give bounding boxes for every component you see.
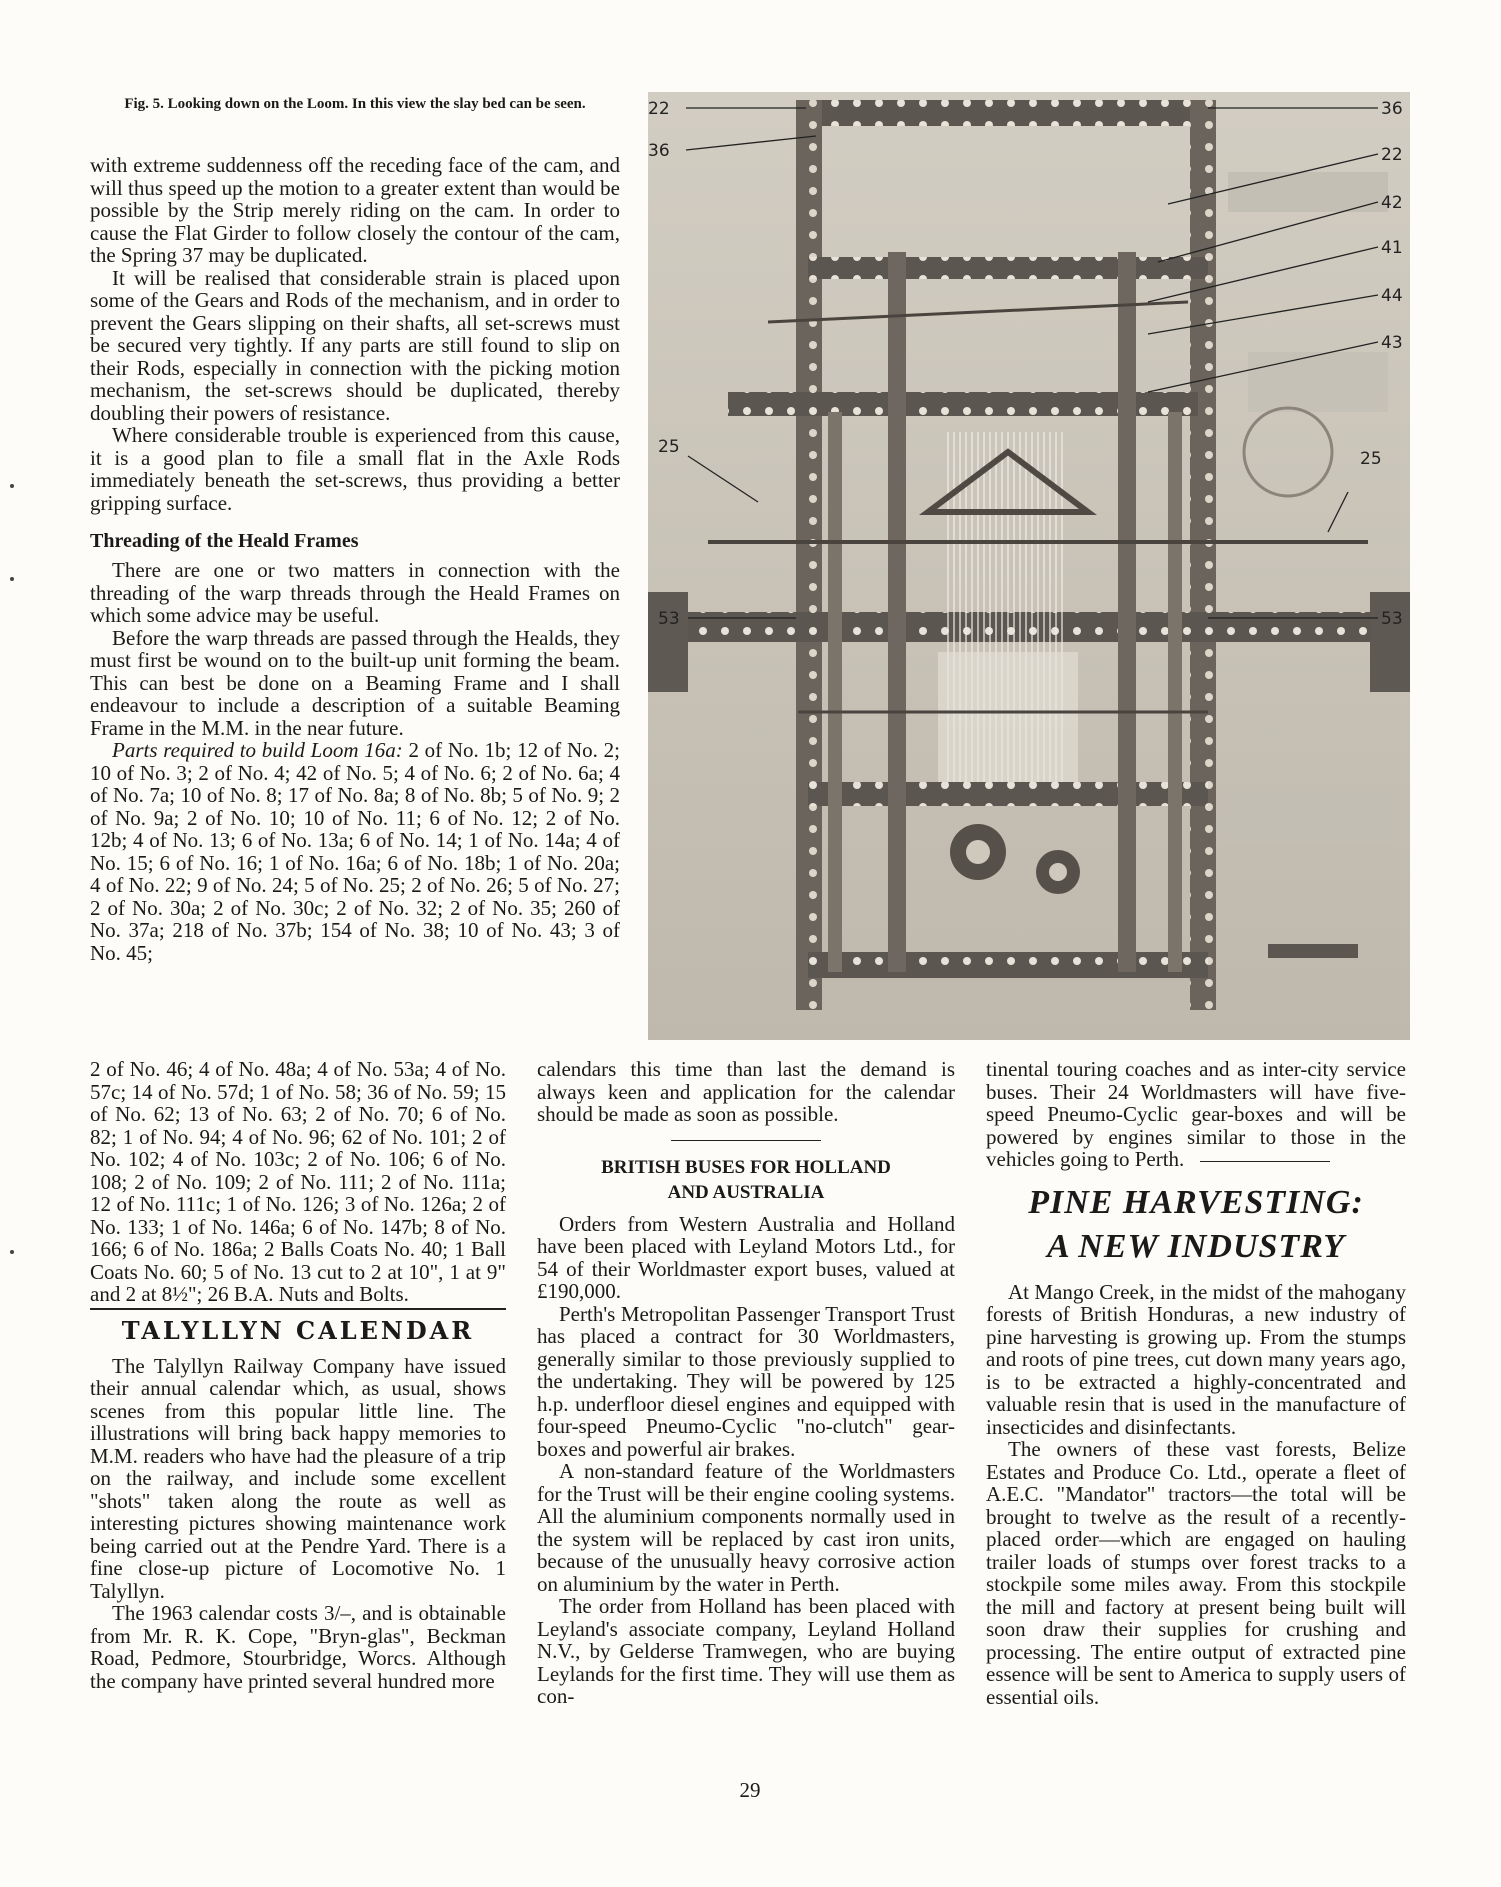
article-paragraph: The order from Holland has been placed with Leyland's associate company, Leyland Holland N.V., by Gelderse Tramwegen, who are buying Leylands for the first time. They will use them as con- xyxy=(537,1594,955,1708)
pine-heading xyxy=(986,1181,1406,1269)
margin-mark xyxy=(10,1250,14,1254)
article-paragraph: There are one or two matters in connection with the threading of the warp threads through the Heald Frames on which some advice may be useful. xyxy=(90,558,620,627)
pine-heading-line: PINE HARVESTING: xyxy=(1028,1183,1364,1221)
article-paragraph: Before the warp threads are passed through the Healds, they must first be wound on to the built-up unit forming the beam. This can best be done on a Beaming Frame and I shall endeavour to include a description of a suitable Beaming Frame in the M.M. in the near future. xyxy=(90,625,620,740)
parts-list xyxy=(90,739,620,964)
figure-label: 41 xyxy=(1381,238,1403,258)
left-column-lower xyxy=(90,1058,506,1692)
buses-heading-line: BRITISH BUSES FOR HOLLAND xyxy=(601,1156,891,1178)
article-paragraph: Orders from Western Australia and Holland have been placed with Leyland Motors Ltd., for 54 of their Worldmaster export buses, valued at £190,000. xyxy=(537,1211,955,1303)
article-paragraph: with extreme suddenness off the receding face of the cam, and will thus speed up the motion to a greater extent than would be possible by the Strip merely riding on the cam. In order to cause the Flat Girder to follow closely the contour of the cam, the Spring 37 may be duplicated. xyxy=(90,153,620,267)
figure-label: 22 xyxy=(648,99,670,119)
article-paragraph-text: tinental touring coaches and as inter-city service buses. Their 24 Worldmasters will have five-speed Pneumo-Cyclic gear-boxes and will be powered by engines similar to those in the vehicles going to Perth. xyxy=(986,1057,1406,1171)
figure-label: 42 xyxy=(1381,193,1403,213)
section-subheading: Threading of the Heald Frames xyxy=(90,530,359,552)
article-paragraph: The owners of these vast forests, Belize Estates and Produce Co. Ltd., operate a fleet of A.E.C. "Mandator" tractors—the total will be brought to twelve as the result of a recently-placed order—which are engaged on hauling trailer loads of stumps over forest tracks to a stockpile some miles away. From this stockpile the mill and factory at present being built will soon draw their supplies for crushing and processing. The entire output of extracted pine essence will be sent to America to supply users of essential oils. xyxy=(986,1437,1406,1709)
figure-caption: Fig. 5. Looking down on the Loom. In this view the slay bed can be seen. xyxy=(124,96,586,112)
loom-photograph xyxy=(648,92,1410,1040)
figure-label: 53 xyxy=(658,609,680,629)
pine-heading-line: A NEW INDUSTRY xyxy=(1046,1227,1346,1265)
figure-label: 53 xyxy=(1381,609,1403,629)
loom-photo-illustration xyxy=(648,92,1410,1040)
loom-article-upper xyxy=(90,154,620,964)
talyllyn-heading: TALYLLYN CALENDAR xyxy=(121,1315,475,1345)
article-paragraph: At Mango Creek, in the midst of the mahogany forests of British Honduras, a new industry of pine harvesting is growing up. From the stumps and roots of pine trees, cut down many years ago, is to be extracted a highly-concentrated and valuable resin that is used in the manufacture of insecticides and disinfectants. xyxy=(986,1279,1406,1439)
article-paragraph: calendars this time than last the demand is always keen and application for the calendar should be made as soon as possible. xyxy=(537,1057,955,1126)
right-column xyxy=(986,1058,1406,1708)
section-divider xyxy=(1200,1161,1330,1162)
section-divider xyxy=(671,1140,821,1141)
section-divider xyxy=(90,1308,506,1310)
article-paragraph xyxy=(986,1058,1406,1171)
page-number: 29 xyxy=(739,1778,761,1802)
figure-label: 36 xyxy=(648,141,670,161)
figure-label: 25 xyxy=(1360,449,1382,469)
article-paragraph: Perth's Metropolitan Passenger Transport Trust has placed a contract for 30 Worldmasters, generally similar to those previously supplied to the undertaking. They will be powered by 125 h.p. underfloor diesel engines and equipped with four-speed Pneumo-Cyclic "no-clutch" gear-boxes and powerful air brakes. xyxy=(537,1301,955,1461)
figure-label: 43 xyxy=(1381,333,1403,353)
figure-label: 44 xyxy=(1381,286,1403,306)
parts-label: Parts required to build Loom 16a: xyxy=(112,738,403,762)
figure-label: 25 xyxy=(658,437,680,457)
article-paragraph: A non-standard feature of the Worldmasters for the Trust will be their engine cooling systems. All the aluminium components normally used in the system will be replaced by cast iron units, because of the unusually heavy corrosive action on aluminium by the water in Perth. xyxy=(537,1459,955,1596)
article-paragraph: The Talyllyn Railway Company have issued their annual calendar which, as usual, shows scenes from this popular little line. The illustrations will bring back happy memories to M.M. readers who have had the pleasure of a trip on the railway, and include some excellent "shots" taken along the route as well as interesting pictures showing maintenance work being carried out at the Pendre Yard. There is a fine close-up picture of Locomotive No. 1 Talyllyn. xyxy=(90,1353,506,1603)
article-paragraph: The 1963 calendar costs 3/–, and is obtainable from Mr. R. K. Cope, "Bryn-glas", Beckman Road, Pedmore, Stourbridge, Worcs. Although the company have printed several hundred more xyxy=(90,1601,506,1693)
margin-mark xyxy=(10,577,14,581)
middle-column xyxy=(537,1058,955,1708)
article-paragraph: Where considerable trouble is experienced from this cause, it is a good plan to file a small flat in the Axle Rods immediately beneath the set-screws, thus providing a better gripping surface. xyxy=(90,423,620,515)
figure-label: 36 xyxy=(1381,99,1403,119)
parts-list-text: 2 of No. 1b; 12 of No. 2; 10 of No. 3; 2 of No. 4; 42 of No. 5; 4 of No. 6; 2 of No. 6a; 4 of No. 7a; 10 of No. 8; 17 of No. 8a; 8 of No. 8b; 5 of No. 9; 2 of No. 9a; 2 of No. 10; 10 of No. 11; 6 of No. 12; 2 of No. 12b; 4 of No. 13; 6 of No. 13a; 6 of No. 14; 1 of No. 14a; 4 of No. 15; 6 of No. 16; 1 of No. 16a; 6 of No. 18b; 1 of No. 20a; 4 of No. 22; 9 of No. 24; 5 of No. 25; 2 of No. 26; 5 of No. 27; 2 of No. 30a; 2 of No. 30c; 2 of No. 32; 2 of No. 35; 260 of No. 37a; 218 of No. 37b; 154 of No. 38; 10 of No. 43; 3 of No. 45; xyxy=(90,738,620,965)
buses-heading xyxy=(537,1155,955,1205)
buses-heading-line: AND AUSTRALIA xyxy=(667,1181,825,1203)
figure-label: 22 xyxy=(1381,145,1403,165)
margin-mark xyxy=(10,484,14,488)
parts-list-continued: 2 of No. 46; 4 of No. 48a; 4 of No. 53a; 4 of No. 57c; 14 of No. 57d; 1 of No. 58; 36 of No. 59; 15 of No. 62; 13 of No. 63; 2 of No. 70; 6 of No. 82; 1 of No. 94; 4 of No. 96; 62 of No. 101; 2 of No. 102; 4 of No. 103c; 2 of No. 106; 6 of No. 108; 2 of No. 109; 2 of No. 111; 2 of No. 111a; 12 of No. 111c; 1 of No. 126; 3 of No. 126a; 2 of No. 133; 1 of No. 146a; 6 of No. 147b; 8 of No. 166; 6 of No. 186a; 2 Balls Coats No. 40; 1 Ball Coats No. 60; 5 of No. 13 cut to 2 at 10", 1 at 9" and 2 at 8½"; 26 B.A. Nuts and Bolts. xyxy=(90,1057,506,1306)
article-paragraph: It will be realised that considerable strain is placed upon some of the Gears and Rods of the mechanism, and in order to prevent the Gears slipping on their shafts, all set-screws must be secured very tightly. If any parts are still found to slip on their Rods, especially in connection with the picking motion mechanism, the set-screws should be duplicated, thereby doubling their powers of resistance. xyxy=(90,265,620,425)
